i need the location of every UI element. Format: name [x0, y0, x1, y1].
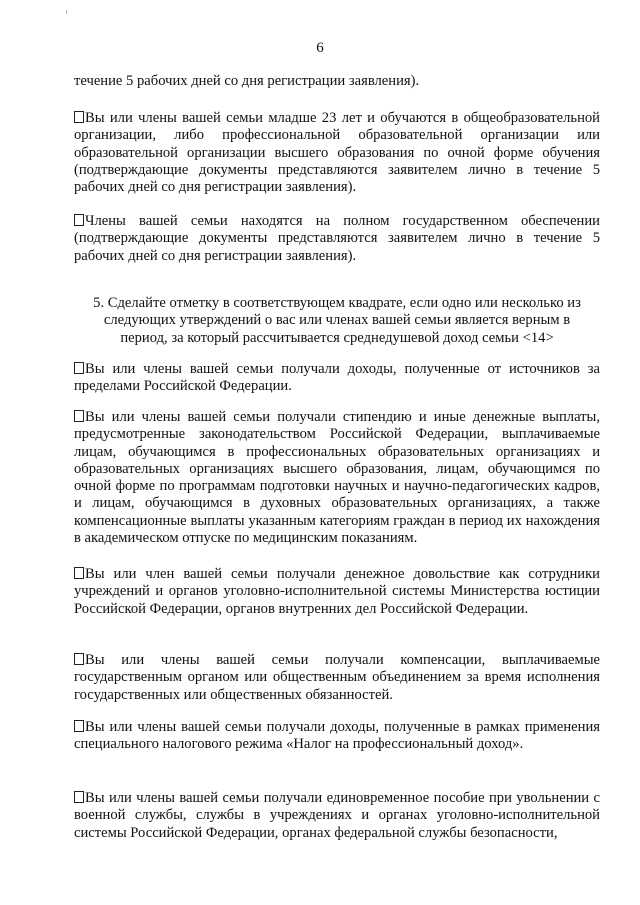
checkbox-item-compensation — [74, 652, 600, 704]
checkbox-item-stipend — [74, 409, 600, 547]
checkbox-item-text: Вы или члены вашей семьи получали компенсации, выплачиваемые государственным органом или общественным объединением за время исполнения государственных или общественных обязанностей. — [74, 652, 600, 703]
checkbox-item-severance-pay — [74, 790, 600, 842]
checkbox-square[interactable] — [74, 653, 84, 665]
page-number: 6 — [316, 40, 324, 56]
checkbox-item-foreign-income — [74, 361, 600, 396]
checkbox-square[interactable] — [74, 791, 84, 803]
checkbox-square[interactable] — [74, 214, 84, 226]
checkbox-square[interactable] — [74, 362, 84, 374]
paragraph-text: течение 5 рабочих дней со дня регистрации заявления). — [74, 73, 420, 89]
checkbox-item-text: Члены вашей семьи находятся на полном государственном обеспечении (подтверждающие документы представляются заявителем лично в течение 5 рабочих дней со дня регистрации заявления). — [74, 213, 600, 264]
checkbox-square[interactable] — [74, 111, 84, 123]
checkbox-square[interactable] — [74, 567, 84, 579]
checkbox-item-text: Вы или члены вашей семьи получали доходы, полученные от источников за пределами Российской Федерации. — [74, 361, 600, 395]
checkbox-item-professional-income-tax — [74, 719, 600, 754]
checkbox-item-under-23-students — [74, 110, 600, 196]
checkbox-item-text: Вы или член вашей семьи получали денежное довольствие как сотрудники учреждений и органов уголовно-исполнительной системы Министерства юстиции Российской Федерации, органов внутренних дел Российской Федерации. — [74, 566, 600, 617]
checkbox-item-text: Вы или члены вашей семьи получали доходы, полученные в рамках применения специального налогового режима «Налог на профессиональный доход». — [74, 719, 600, 753]
checkbox-item-text: Вы или члены вашей семьи получали стипендию и иные денежные выплаты, предусмотренные законодательством Российской Федерации, выплачиваемые лицам, обучающимся в профессиональных образовательных организациях и образовательных организациях высшего образования, лицам, обучающимся по очной форме по программам подготовки научных и научно-педагогических кадров, и лицам, обучающимся в духовных образовательных организациях, а также компенсационные выплаты указанным категориям граждан в период их нахождения в академическом отпуске по медицинским показаниям. — [74, 409, 600, 547]
paragraph-continuation — [74, 73, 600, 90]
checkbox-item-state-support — [74, 213, 600, 265]
checkbox-item-text: Вы или члены вашей семьи получали единовременное пособие при увольнении с военной службы, службы в учреждениях и органах уголовно-исполнительной системы Российской Федерации, органах федеральной службы безопасности, — [74, 790, 600, 841]
section-heading-text: 5. Сделайте отметку в соответствующем квадрате, если одно или несколько из следующих утверждений о вас или членах вашей семьи является верным в период, за который рассчитывается среднедушевой доход семьи <14> — [93, 295, 581, 346]
checkbox-square[interactable] — [74, 410, 84, 422]
scan-mark — [66, 10, 67, 14]
section-5-heading — [82, 295, 592, 347]
checkbox-item-text: Вы или члены вашей семьи младше 23 лет и обучаются в общеобразовательной организации, либо профессиональной образовательной организации или образовательной организации высшего образования по очной форме обучения (подтверждающие документы представляются заявителем лично в течение 5 рабочих дней со дня регистрации заявления). — [74, 110, 600, 196]
checkbox-item-allowance — [74, 566, 600, 618]
checkbox-square[interactable] — [74, 720, 84, 732]
